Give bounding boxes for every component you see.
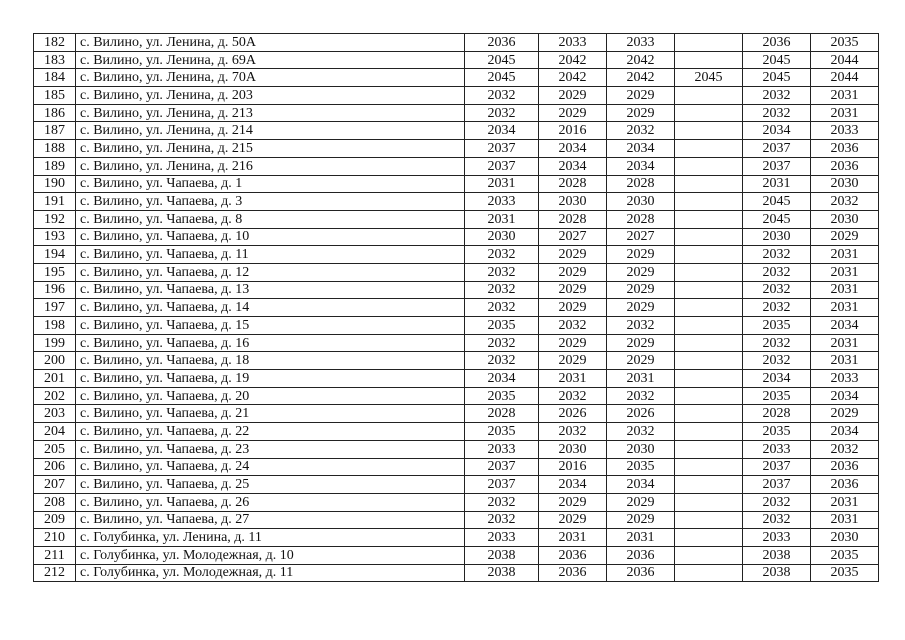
year-cell-4 bbox=[675, 493, 743, 511]
address-cell: с. Вилино, ул. Чапаева, д. 20 bbox=[76, 387, 465, 405]
table-row bbox=[34, 387, 879, 405]
year-cell-3: 2034 bbox=[607, 476, 675, 494]
row-number: 207 bbox=[34, 476, 76, 494]
schedule-table-body bbox=[34, 34, 879, 582]
year-cell-6: 2031 bbox=[811, 281, 879, 299]
year-cell-5: 2034 bbox=[743, 122, 811, 140]
year-cell-6: 2044 bbox=[811, 69, 879, 87]
year-cell-4 bbox=[675, 564, 743, 582]
year-cell-2: 2016 bbox=[539, 458, 607, 476]
table-row bbox=[34, 317, 879, 335]
year-cell-4 bbox=[675, 87, 743, 105]
table-row bbox=[34, 69, 879, 87]
address-cell: с. Вилино, ул. Ленина, д. 215 bbox=[76, 140, 465, 158]
year-cell-6: 2036 bbox=[811, 458, 879, 476]
year-cell-3: 2031 bbox=[607, 370, 675, 388]
year-cell-2: 2034 bbox=[539, 476, 607, 494]
year-cell-4 bbox=[675, 104, 743, 122]
year-cell-5: 2033 bbox=[743, 529, 811, 547]
year-cell-1: 2037 bbox=[465, 140, 539, 158]
year-cell-3: 2031 bbox=[607, 529, 675, 547]
address-cell: с. Вилино, ул. Чапаева, д. 1 bbox=[76, 175, 465, 193]
year-cell-2: 2029 bbox=[539, 87, 607, 105]
year-cell-1: 2037 bbox=[465, 458, 539, 476]
year-cell-1: 2031 bbox=[465, 175, 539, 193]
year-cell-6: 2033 bbox=[811, 122, 879, 140]
year-cell-4 bbox=[675, 317, 743, 335]
year-cell-6: 2031 bbox=[811, 493, 879, 511]
address-cell: с. Вилино, ул. Чапаева, д. 25 bbox=[76, 476, 465, 494]
year-cell-3: 2032 bbox=[607, 122, 675, 140]
year-cell-4 bbox=[675, 140, 743, 158]
year-cell-1: 2033 bbox=[465, 440, 539, 458]
table-row bbox=[34, 193, 879, 211]
row-number: 184 bbox=[34, 69, 76, 87]
year-cell-2: 2032 bbox=[539, 387, 607, 405]
row-number: 206 bbox=[34, 458, 76, 476]
year-cell-4 bbox=[675, 334, 743, 352]
table-row bbox=[34, 458, 879, 476]
row-number: 193 bbox=[34, 228, 76, 246]
year-cell-5: 2032 bbox=[743, 246, 811, 264]
year-cell-2: 2029 bbox=[539, 104, 607, 122]
year-cell-6: 2031 bbox=[811, 334, 879, 352]
year-cell-3: 2036 bbox=[607, 546, 675, 564]
year-cell-1: 2030 bbox=[465, 228, 539, 246]
row-number: 195 bbox=[34, 263, 76, 281]
year-cell-5: 2032 bbox=[743, 334, 811, 352]
year-cell-3: 2035 bbox=[607, 458, 675, 476]
year-cell-4 bbox=[675, 34, 743, 52]
year-cell-1: 2035 bbox=[465, 387, 539, 405]
address-cell: с. Вилино, ул. Чапаева, д. 14 bbox=[76, 299, 465, 317]
row-number: 185 bbox=[34, 87, 76, 105]
year-cell-2: 2031 bbox=[539, 370, 607, 388]
year-cell-2: 2032 bbox=[539, 317, 607, 335]
year-cell-6: 2035 bbox=[811, 546, 879, 564]
row-number: 196 bbox=[34, 281, 76, 299]
year-cell-4 bbox=[675, 405, 743, 423]
address-cell: с. Вилино, ул. Чапаева, д. 12 bbox=[76, 263, 465, 281]
year-cell-1: 2045 bbox=[465, 69, 539, 87]
address-cell: с. Вилино, ул. Ленина, д. 70А bbox=[76, 69, 465, 87]
year-cell-6: 2034 bbox=[811, 317, 879, 335]
row-number: 204 bbox=[34, 423, 76, 441]
year-cell-5: 2033 bbox=[743, 440, 811, 458]
year-cell-2: 2042 bbox=[539, 51, 607, 69]
year-cell-4 bbox=[675, 193, 743, 211]
table-row bbox=[34, 493, 879, 511]
table-row bbox=[34, 299, 879, 317]
address-cell: с. Вилино, ул. Чапаева, д. 19 bbox=[76, 370, 465, 388]
year-cell-2: 2029 bbox=[539, 352, 607, 370]
address-cell: с. Вилино, ул. Чапаева, д. 10 bbox=[76, 228, 465, 246]
row-number: 186 bbox=[34, 104, 76, 122]
year-cell-3: 2030 bbox=[607, 440, 675, 458]
year-cell-6: 2036 bbox=[811, 157, 879, 175]
year-cell-6: 2030 bbox=[811, 175, 879, 193]
year-cell-5: 2045 bbox=[743, 193, 811, 211]
year-cell-3: 2032 bbox=[607, 387, 675, 405]
address-cell: с. Вилино, ул. Ленина, д. 203 bbox=[76, 87, 465, 105]
table-row bbox=[34, 87, 879, 105]
table-row bbox=[34, 511, 879, 529]
year-cell-6: 2031 bbox=[811, 246, 879, 264]
year-cell-4 bbox=[675, 440, 743, 458]
row-number: 200 bbox=[34, 352, 76, 370]
year-cell-1: 2032 bbox=[465, 104, 539, 122]
year-cell-6: 2030 bbox=[811, 529, 879, 547]
year-cell-6: 2032 bbox=[811, 440, 879, 458]
year-cell-2: 2034 bbox=[539, 140, 607, 158]
address-cell: с. Вилино, ул. Чапаева, д. 24 bbox=[76, 458, 465, 476]
year-cell-6: 2035 bbox=[811, 34, 879, 52]
row-number: 202 bbox=[34, 387, 76, 405]
row-number: 182 bbox=[34, 34, 76, 52]
year-cell-5: 2034 bbox=[743, 370, 811, 388]
year-cell-3: 2029 bbox=[607, 263, 675, 281]
year-cell-1: 2034 bbox=[465, 370, 539, 388]
year-cell-6: 2029 bbox=[811, 228, 879, 246]
table-row bbox=[34, 352, 879, 370]
year-cell-3: 2034 bbox=[607, 157, 675, 175]
year-cell-1: 2032 bbox=[465, 87, 539, 105]
address-cell: с. Вилино, ул. Ленина, д. 216 bbox=[76, 157, 465, 175]
year-cell-5: 2032 bbox=[743, 104, 811, 122]
year-cell-1: 2033 bbox=[465, 529, 539, 547]
table-row bbox=[34, 263, 879, 281]
year-cell-2: 2030 bbox=[539, 193, 607, 211]
address-cell: с. Вилино, ул. Чапаева, д. 22 bbox=[76, 423, 465, 441]
year-cell-1: 2032 bbox=[465, 493, 539, 511]
year-cell-2: 2031 bbox=[539, 529, 607, 547]
year-cell-5: 2037 bbox=[743, 157, 811, 175]
year-cell-1: 2031 bbox=[465, 210, 539, 228]
year-cell-3: 2034 bbox=[607, 140, 675, 158]
year-cell-4 bbox=[675, 423, 743, 441]
row-number: 212 bbox=[34, 564, 76, 582]
year-cell-2: 2036 bbox=[539, 564, 607, 582]
table-row bbox=[34, 440, 879, 458]
row-number: 201 bbox=[34, 370, 76, 388]
year-cell-1: 2028 bbox=[465, 405, 539, 423]
year-cell-4 bbox=[675, 458, 743, 476]
row-number: 194 bbox=[34, 246, 76, 264]
year-cell-1: 2033 bbox=[465, 193, 539, 211]
address-cell: с. Вилино, ул. Чапаева, д. 3 bbox=[76, 193, 465, 211]
year-cell-3: 2036 bbox=[607, 564, 675, 582]
year-cell-4 bbox=[675, 246, 743, 264]
address-cell: с. Вилино, ул. Ленина, д. 213 bbox=[76, 104, 465, 122]
year-cell-3: 2029 bbox=[607, 511, 675, 529]
year-cell-2: 2029 bbox=[539, 334, 607, 352]
year-cell-3: 2027 bbox=[607, 228, 675, 246]
year-cell-3: 2029 bbox=[607, 493, 675, 511]
year-cell-4 bbox=[675, 546, 743, 564]
year-cell-5: 2037 bbox=[743, 458, 811, 476]
year-cell-4 bbox=[675, 476, 743, 494]
year-cell-2: 2032 bbox=[539, 423, 607, 441]
year-cell-4 bbox=[675, 511, 743, 529]
year-cell-3: 2029 bbox=[607, 246, 675, 264]
table-row bbox=[34, 405, 879, 423]
year-cell-4: 2045 bbox=[675, 69, 743, 87]
year-cell-3: 2029 bbox=[607, 352, 675, 370]
address-cell: с. Вилино, ул. Ленина, д. 50А bbox=[76, 34, 465, 52]
table-row bbox=[34, 564, 879, 582]
year-cell-4 bbox=[675, 387, 743, 405]
year-cell-5: 2037 bbox=[743, 476, 811, 494]
year-cell-6: 2030 bbox=[811, 210, 879, 228]
year-cell-2: 2029 bbox=[539, 281, 607, 299]
year-cell-2: 2028 bbox=[539, 175, 607, 193]
year-cell-1: 2032 bbox=[465, 352, 539, 370]
schedule-table bbox=[33, 33, 879, 582]
address-cell: с. Вилино, ул. Ленина, д. 69А bbox=[76, 51, 465, 69]
table-row bbox=[34, 122, 879, 140]
year-cell-2: 2028 bbox=[539, 210, 607, 228]
year-cell-5: 2032 bbox=[743, 87, 811, 105]
address-cell: с. Вилино, ул. Чапаева, д. 23 bbox=[76, 440, 465, 458]
year-cell-3: 2030 bbox=[607, 193, 675, 211]
year-cell-6: 2032 bbox=[811, 193, 879, 211]
row-number: 190 bbox=[34, 175, 76, 193]
year-cell-3: 2042 bbox=[607, 51, 675, 69]
year-cell-5: 2045 bbox=[743, 51, 811, 69]
table-row bbox=[34, 104, 879, 122]
table-row bbox=[34, 476, 879, 494]
year-cell-5: 2028 bbox=[743, 405, 811, 423]
year-cell-2: 2036 bbox=[539, 546, 607, 564]
year-cell-1: 2032 bbox=[465, 334, 539, 352]
year-cell-5: 2032 bbox=[743, 511, 811, 529]
year-cell-2: 2026 bbox=[539, 405, 607, 423]
year-cell-1: 2037 bbox=[465, 157, 539, 175]
year-cell-4 bbox=[675, 299, 743, 317]
year-cell-2: 2042 bbox=[539, 69, 607, 87]
year-cell-5: 2045 bbox=[743, 69, 811, 87]
year-cell-2: 2030 bbox=[539, 440, 607, 458]
year-cell-2: 2029 bbox=[539, 511, 607, 529]
table-row bbox=[34, 423, 879, 441]
year-cell-1: 2036 bbox=[465, 34, 539, 52]
year-cell-5: 2035 bbox=[743, 317, 811, 335]
year-cell-3: 2032 bbox=[607, 423, 675, 441]
year-cell-5: 2030 bbox=[743, 228, 811, 246]
table-row bbox=[34, 34, 879, 52]
row-number: 188 bbox=[34, 140, 76, 158]
address-cell: с. Вилино, ул. Чапаева, д. 16 bbox=[76, 334, 465, 352]
year-cell-3: 2042 bbox=[607, 69, 675, 87]
year-cell-4 bbox=[675, 352, 743, 370]
year-cell-6: 2034 bbox=[811, 387, 879, 405]
year-cell-1: 2045 bbox=[465, 51, 539, 69]
address-cell: с. Вилино, ул. Чапаева, д. 8 bbox=[76, 210, 465, 228]
row-number: 199 bbox=[34, 334, 76, 352]
row-number: 211 bbox=[34, 546, 76, 564]
address-cell: с. Вилино, ул. Чапаева, д. 26 bbox=[76, 493, 465, 511]
year-cell-2: 2027 bbox=[539, 228, 607, 246]
year-cell-6: 2036 bbox=[811, 476, 879, 494]
year-cell-2: 2033 bbox=[539, 34, 607, 52]
year-cell-3: 2029 bbox=[607, 104, 675, 122]
year-cell-1: 2032 bbox=[465, 511, 539, 529]
row-number: 203 bbox=[34, 405, 76, 423]
year-cell-2: 2029 bbox=[539, 246, 607, 264]
year-cell-5: 2036 bbox=[743, 34, 811, 52]
year-cell-1: 2037 bbox=[465, 476, 539, 494]
year-cell-4 bbox=[675, 529, 743, 547]
year-cell-6: 2031 bbox=[811, 299, 879, 317]
year-cell-2: 2029 bbox=[539, 299, 607, 317]
year-cell-5: 2031 bbox=[743, 175, 811, 193]
year-cell-4 bbox=[675, 122, 743, 140]
year-cell-6: 2035 bbox=[811, 564, 879, 582]
year-cell-4 bbox=[675, 263, 743, 281]
table-row bbox=[34, 334, 879, 352]
row-number: 209 bbox=[34, 511, 76, 529]
year-cell-6: 2033 bbox=[811, 370, 879, 388]
year-cell-5: 2038 bbox=[743, 546, 811, 564]
row-number: 208 bbox=[34, 493, 76, 511]
year-cell-6: 2031 bbox=[811, 511, 879, 529]
year-cell-5: 2032 bbox=[743, 263, 811, 281]
address-cell: с. Вилино, ул. Чапаева, д. 27 bbox=[76, 511, 465, 529]
table-row bbox=[34, 175, 879, 193]
year-cell-1: 2038 bbox=[465, 546, 539, 564]
year-cell-6: 2036 bbox=[811, 140, 879, 158]
year-cell-2: 2034 bbox=[539, 157, 607, 175]
year-cell-6: 2031 bbox=[811, 87, 879, 105]
address-cell: с. Вилино, ул. Чапаева, д. 13 bbox=[76, 281, 465, 299]
row-number: 197 bbox=[34, 299, 76, 317]
row-number: 205 bbox=[34, 440, 76, 458]
row-number: 189 bbox=[34, 157, 76, 175]
row-number: 192 bbox=[34, 210, 76, 228]
year-cell-5: 2037 bbox=[743, 140, 811, 158]
table-row bbox=[34, 529, 879, 547]
row-number: 198 bbox=[34, 317, 76, 335]
table-row bbox=[34, 51, 879, 69]
address-cell: с. Голубинка, ул. Молодежная, д. 10 bbox=[76, 546, 465, 564]
address-cell: с. Вилино, ул. Чапаева, д. 15 bbox=[76, 317, 465, 335]
year-cell-4 bbox=[675, 175, 743, 193]
row-number: 210 bbox=[34, 529, 76, 547]
table-row bbox=[34, 546, 879, 564]
year-cell-4 bbox=[675, 157, 743, 175]
address-cell: с. Вилино, ул. Чапаева, д. 21 bbox=[76, 405, 465, 423]
row-number: 183 bbox=[34, 51, 76, 69]
year-cell-3: 2028 bbox=[607, 210, 675, 228]
year-cell-5: 2032 bbox=[743, 281, 811, 299]
year-cell-5: 2035 bbox=[743, 387, 811, 405]
year-cell-1: 2032 bbox=[465, 281, 539, 299]
address-cell: с. Голубинка, ул. Молодежная, д. 11 bbox=[76, 564, 465, 582]
row-number: 191 bbox=[34, 193, 76, 211]
year-cell-6: 2034 bbox=[811, 423, 879, 441]
address-cell: с. Голубинка, ул. Ленина, д. 11 bbox=[76, 529, 465, 547]
year-cell-5: 2032 bbox=[743, 352, 811, 370]
year-cell-2: 2029 bbox=[539, 493, 607, 511]
address-cell: с. Вилино, ул. Ленина, д. 214 bbox=[76, 122, 465, 140]
year-cell-4 bbox=[675, 370, 743, 388]
address-cell: с. Вилино, ул. Чапаева, д. 11 bbox=[76, 246, 465, 264]
year-cell-6: 2029 bbox=[811, 405, 879, 423]
year-cell-6: 2031 bbox=[811, 104, 879, 122]
year-cell-5: 2032 bbox=[743, 299, 811, 317]
year-cell-1: 2035 bbox=[465, 423, 539, 441]
year-cell-3: 2029 bbox=[607, 299, 675, 317]
table-row bbox=[34, 157, 879, 175]
year-cell-1: 2032 bbox=[465, 263, 539, 281]
year-cell-6: 2031 bbox=[811, 352, 879, 370]
year-cell-3: 2028 bbox=[607, 175, 675, 193]
year-cell-3: 2033 bbox=[607, 34, 675, 52]
year-cell-1: 2032 bbox=[465, 246, 539, 264]
year-cell-1: 2035 bbox=[465, 317, 539, 335]
year-cell-3: 2029 bbox=[607, 281, 675, 299]
year-cell-6: 2031 bbox=[811, 263, 879, 281]
year-cell-5: 2035 bbox=[743, 423, 811, 441]
year-cell-3: 2029 bbox=[607, 334, 675, 352]
year-cell-2: 2016 bbox=[539, 122, 607, 140]
table-row bbox=[34, 370, 879, 388]
table-row bbox=[34, 281, 879, 299]
year-cell-5: 2045 bbox=[743, 210, 811, 228]
address-cell: с. Вилино, ул. Чапаева, д. 18 bbox=[76, 352, 465, 370]
table-row bbox=[34, 246, 879, 264]
year-cell-5: 2032 bbox=[743, 493, 811, 511]
year-cell-1: 2032 bbox=[465, 299, 539, 317]
year-cell-3: 2029 bbox=[607, 87, 675, 105]
year-cell-1: 2038 bbox=[465, 564, 539, 582]
year-cell-4 bbox=[675, 51, 743, 69]
year-cell-5: 2038 bbox=[743, 564, 811, 582]
row-number: 187 bbox=[34, 122, 76, 140]
year-cell-4 bbox=[675, 228, 743, 246]
year-cell-4 bbox=[675, 281, 743, 299]
year-cell-2: 2029 bbox=[539, 263, 607, 281]
year-cell-4 bbox=[675, 210, 743, 228]
table-row bbox=[34, 140, 879, 158]
year-cell-1: 2034 bbox=[465, 122, 539, 140]
year-cell-3: 2026 bbox=[607, 405, 675, 423]
table-row bbox=[34, 228, 879, 246]
year-cell-3: 2032 bbox=[607, 317, 675, 335]
table-row bbox=[34, 210, 879, 228]
year-cell-6: 2044 bbox=[811, 51, 879, 69]
